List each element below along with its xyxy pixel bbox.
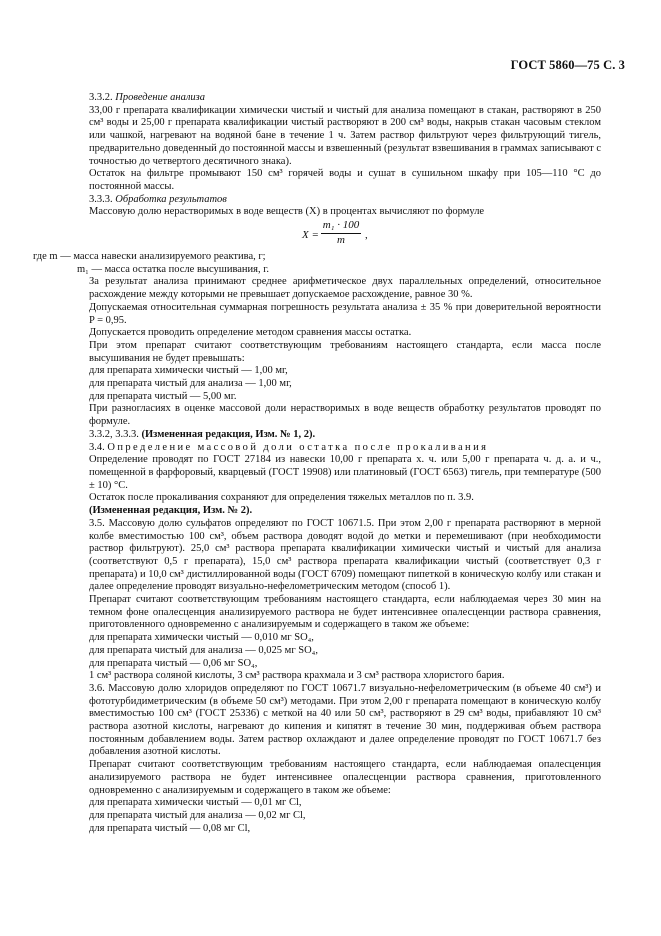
formula-denominator: m xyxy=(337,233,345,246)
paragraph: Допускается проводить определение методом сравнения массы остатка. xyxy=(89,327,412,339)
section-3-3-2-heading xyxy=(89,92,601,105)
paragraph: 3.5. Массовую долю сульфатов определяют по ГОСТ 10671.5. При этом 2,00 г препарата растворяют в мерной колбе вместимостью 100 см³, объем раствора доводят водой до метки и перемешивают (при необходимости раствор фильтруют). 25,0 см³ раствора препарата квалификации химически чистый и чистый для анализа (соответствуют 0,5 г препарата), 15,0 см³ раствора препарата квалификации чистый (соответствует 0,3 г препарата) и 10,0 см³ дистиллированной воды (ГОСТ 6709) помещают пипеткой в коническую колбу или стакан и далее определение проводят визуально-нефелометрическим методом (способ 1). xyxy=(89,517,601,593)
formula-lhs: X = xyxy=(302,229,319,242)
formula-comma: , xyxy=(365,229,368,242)
section-title: Определение массовой доли остатка после прокаливания xyxy=(107,441,489,453)
formula-fraction xyxy=(321,219,361,246)
paragraph: 33,00 г препарата квалификации химически чистый и чистый для анализа помещают в стакан, растворяют в 250 см³ воды и 25,00 г препарата квалификации чистый растворяют в 200 см³ воды, накрыв стакан часовым стеклом или чашкой, нагревают на водяной бане в течение 1 ч. Затем раствор фильтруют через фильтрующий тигель, предварительно доведенный до постоянной массы и взвешенный (результат взвешивания в граммах записывают с точностью до четвертого десятичного знака). xyxy=(89,104,601,167)
paragraph: Остаток на фильтре промывают 150 см³ горячей воды и сушат в сушильном шкафу при 105—110 °С до постоянной массы. xyxy=(89,168,601,192)
list-item: для препарата химически чистый — 0,010 мг SO₄, xyxy=(89,632,314,644)
formula-where-2: m₁ — масса остатка после высушивания, г. xyxy=(77,263,269,275)
list-item: для препарата чистый — 0,08 мг Cl, xyxy=(89,822,251,834)
amendment-text: (Измененная редакция, Изм. № 1, 2). xyxy=(141,428,316,440)
section-number: 3.4. xyxy=(89,441,105,453)
formula-numerator: m₁ · 100 xyxy=(321,219,361,234)
paragraph: При разногласиях в оценке массовой доли нерастворимых в воде веществ обработку результатов проводят по формуле. xyxy=(89,403,601,428)
paragraph: Препарат считают соответствующим требованиям настоящего стандарта, если наблюдаемая через 30 мин на темном фоне опалесценция анализируемого раствора не будет интенсивнее опалесценции раствора сравнения, приготовленного одновременно с анализируемым и содержащего в таком же объеме: xyxy=(89,594,601,631)
list-item: для препарата чистый для анализа — 1,00 мг, xyxy=(89,378,292,390)
section-title: Обработка результатов xyxy=(115,193,227,205)
list-item: для препарата химически чистый — 0,01 мг Cl, xyxy=(89,797,302,809)
section-title: Проведение анализа xyxy=(115,92,206,103)
formula-where-1: где m — масса навески анализируемого реактива, г; xyxy=(33,251,266,263)
paragraph: Массовую долю нерастворимых в воде веществ (X) в процентах вычисляют по формуле xyxy=(89,206,485,218)
paragraph: Остаток после прокаливания сохраняют для определения тяжелых металлов по п. 3.9. xyxy=(89,492,474,504)
list-item: для препарата чистый для анализа — 0,02 мг Cl, xyxy=(89,809,306,821)
section-3-4-heading xyxy=(89,442,601,455)
section-3-3-3-heading xyxy=(89,194,601,207)
list-item: для препарата чистый — 5,00 мг. xyxy=(89,390,237,402)
paragraph: Определение проводят по ГОСТ 27184 из навески 10,00 г препарата х. ч. или 5,00 г препарата ч. д. а. и ч., помещенной в фарфоровый, кварцевый (ГОСТ 19908) или платиновый (ГОСТ 6563) тигель, при температуре (500 ± 10) °С. xyxy=(89,454,601,491)
paragraph: 1 см³ раствора соляной кислоты, 3 см³ раствора крахмала и 3 см³ раствора хлористого бария. xyxy=(89,670,505,682)
amendment-sections: 3.3.2, 3.3.3. xyxy=(89,428,139,440)
paragraph: За результат анализа принимают среднее арифметическое двух параллельных определений, относительное расхождение между которыми не превышает допускаемое расхождение, равное 30 %. xyxy=(89,276,601,301)
paragraph: 3.6. Массовую долю хлоридов определяют по ГОСТ 10671.7 визуально-нефелометрическим (в объеме 40 см³) и фототурбидиметрическим (в объеме 50 см³) методами. При этом 2,00 г препарата помещают в коническую колбу вместимостью 100 см³ (ГОСТ 25336) с меткой на 40 или 50 см³, растворяют в 29 см³ воды, прибавляют 10 см³ раствора азотной кислоты, нагревают до кипения и кипятят в течение 30 мин, поддерживая объем раствора постоянным добавлением воды. Затем раствор охлаждают и далее определение проводят по ГОСТ 10671.7 без добавления азотной кислоты. xyxy=(89,682,601,758)
paragraph: Допускаемая относительная суммарная погрешность результата анализа ± 35 % при доверительной вероятности P = 0,95. xyxy=(89,301,601,326)
list-item: для препарата химически чистый — 1,00 мг, xyxy=(89,365,288,377)
amendment-note: (Измененная редакция, Изм. № 2). xyxy=(89,505,253,517)
list-item: для препарата чистый — 0,06 мг SO₄, xyxy=(89,657,258,669)
paragraph: Препарат считают соответствующим требованиям настоящего стандарта, если наблюдаемая опалесценция анализируемого раствора не будет интенсивнее опалесценции раствора сравнения, приготовленного одновременно с анализируемым и содержащего в таком же объеме: xyxy=(89,759,601,796)
section-number: 3.3.2. xyxy=(89,92,113,103)
list-item: для препарата чистый для анализа — 0,025 мг SO₄, xyxy=(89,644,318,656)
paragraph: При этом препарат считают соответствующим требованиям настоящего стандарта, если масса после высушивания не будет превышать: xyxy=(89,339,601,364)
formula xyxy=(89,219,601,251)
document-body xyxy=(33,92,601,835)
amendment-note xyxy=(89,429,601,442)
section-number: 3.3.3. xyxy=(89,193,113,205)
page-header: ГОСТ 5860—75 С. 3 xyxy=(510,58,625,72)
